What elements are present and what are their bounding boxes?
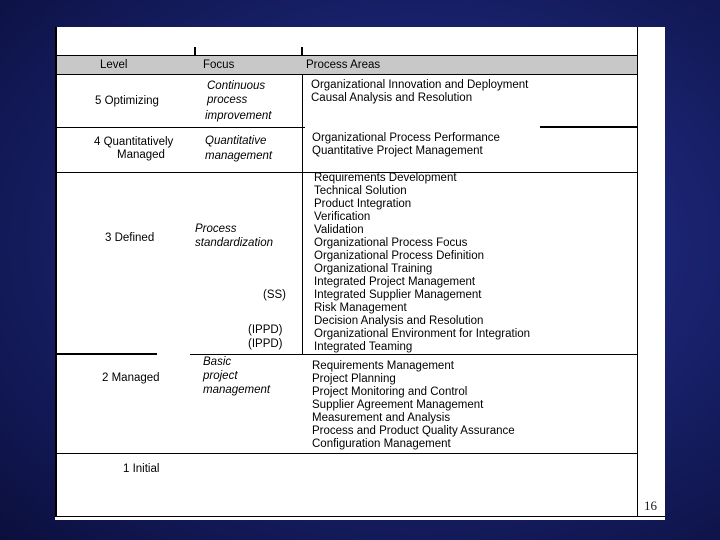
process-area-3-6: Organizational Process Focus — [314, 237, 468, 249]
header-process-areas: Process Areas — [306, 59, 381, 71]
process-area-3-8: Organizational Training — [314, 263, 433, 275]
level-4-line2: Managed — [117, 149, 165, 161]
process-area-5-1: Organizational Innovation and Deployment — [311, 79, 529, 91]
level-1-label: 1 Initial — [123, 463, 160, 475]
annotation-ippd-2: (IPPD) — [248, 338, 283, 350]
process-area-3-12: Decision Analysis and Resolution — [314, 315, 484, 327]
process-area-5-2: Causal Analysis and Resolution — [311, 92, 473, 104]
process-area-2-3: Project Monitoring and Control — [312, 386, 468, 398]
header-level: Level — [100, 59, 128, 71]
table-left-rule — [55, 27, 57, 517]
annotation-ss: (SS) — [263, 289, 286, 301]
row3-bottom-rule-left — [57, 353, 157, 355]
process-area-3-5: Validation — [314, 224, 364, 236]
level-5-label: 5 Optimizing — [95, 95, 159, 107]
header-bottom-rule — [55, 74, 638, 75]
process-area-3-1: Requirements Development — [314, 172, 457, 184]
process-area-2-1: Requirements Management — [312, 360, 454, 372]
annotation-ippd-1: (IPPD) — [248, 324, 283, 336]
focus-4-line1: Quantitative — [205, 135, 267, 147]
column-divider — [302, 75, 303, 354]
focus-5-line2: process — [207, 94, 248, 106]
process-area-4-1: Organizational Process Performance — [312, 132, 500, 144]
focus-3-line2: standardization — [195, 237, 273, 249]
row3-bottom-rule-right — [190, 354, 638, 355]
row5-bottom-rule-right — [540, 126, 638, 128]
process-area-3-2: Technical Solution — [314, 185, 407, 197]
header-focus: Focus — [203, 59, 235, 71]
process-area-3-3: Product Integration — [314, 198, 412, 210]
focus-2-line3: management — [203, 384, 271, 396]
level-3-label: 3 Defined — [105, 232, 155, 244]
table-top-rule — [55, 55, 638, 56]
focus-5-line1: Continuous — [207, 80, 266, 92]
page-number: 16 — [644, 498, 657, 513]
process-area-2-5: Measurement and Analysis — [312, 412, 451, 424]
focus-4-line2: management — [205, 150, 273, 162]
focus-2-line2: project — [203, 370, 238, 382]
process-area-2-7: Configuration Management — [312, 438, 451, 450]
focus-5-line3: improvement — [205, 110, 272, 122]
header-tick-areas — [301, 47, 303, 56]
row2-bottom-rule — [55, 453, 638, 454]
process-area-4-2: Quantitative Project Management — [312, 145, 483, 157]
process-area-3-14: Integrated Teaming — [314, 341, 413, 353]
process-area-3-4: Verification — [314, 211, 371, 223]
process-area-3-10: Integrated Supplier Management — [314, 289, 482, 301]
level-2-label: 2 Managed — [102, 372, 160, 384]
process-area-3-7: Organizational Process Definition — [314, 250, 485, 262]
process-area-2-6: Process and Product Quality Assurance — [312, 425, 515, 437]
focus-3-line1: Process — [195, 223, 237, 235]
process-area-3-9: Integrated Project Management — [314, 276, 476, 288]
process-area-3-13: Organizational Environment for Integration — [314, 328, 531, 340]
table-right-rule — [637, 27, 638, 517]
table-bottom-rule — [55, 516, 665, 517]
process-area-2-4: Supplier Agreement Management — [312, 399, 484, 411]
row5-bottom-rule-left — [55, 127, 305, 128]
header-tick-focus — [194, 47, 196, 56]
level-4-line1: 4 Quantitatively — [94, 136, 174, 148]
process-area-2-2: Project Planning — [312, 373, 396, 385]
process-area-3-11: Risk Management — [314, 302, 407, 314]
focus-2-line1: Basic — [203, 356, 232, 368]
